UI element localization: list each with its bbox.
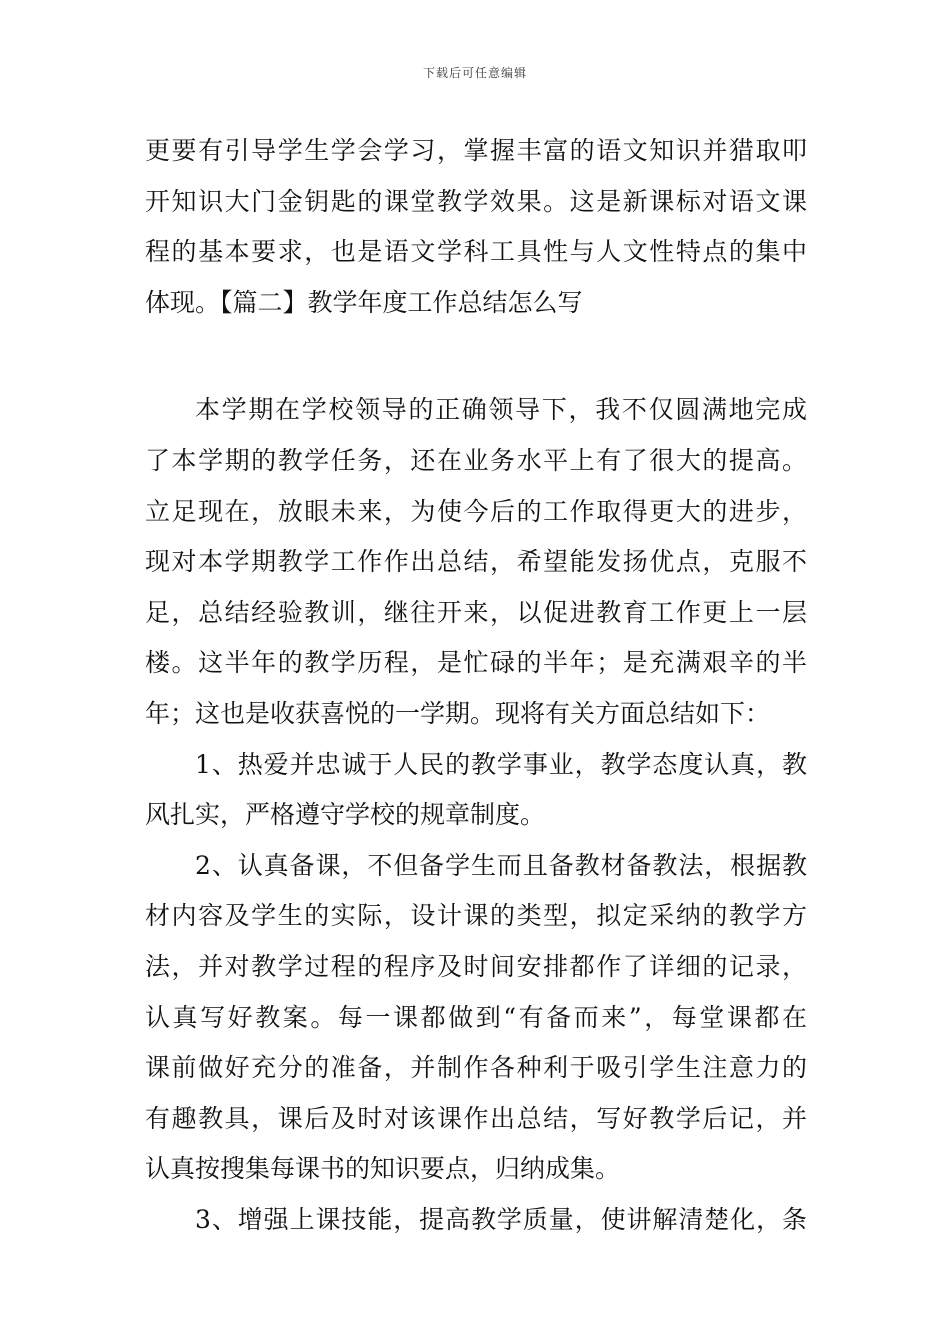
text-line: 3、增强上课技能，提高教学质量，使讲解清楚化，条	[195, 1204, 807, 1234]
text-line: 现对本学期教学工作作出总结，希望能发扬优点，克服不	[145, 547, 807, 577]
text-line: 认真按搜集每课书的知识要点，归纳成集。	[145, 1154, 621, 1184]
paragraph	[145, 740, 807, 841]
text-line: 材内容及学生的实际，设计课的类型，拟定采纳的教学方	[145, 901, 807, 931]
text-line: 年；这也是收获喜悦的一学期。现将有关方面总结如下：	[145, 698, 771, 728]
text-line: 更要有引导学生学会学习，掌握丰富的语文知识并猎取叩	[145, 136, 807, 165]
paragraph-gap	[145, 328, 807, 385]
text-line: 足，总结经验教训，继往开来，以促进教育工作更上一层	[145, 597, 807, 627]
text-line: 体现。【篇二】教学年度工作总结怎么写	[145, 287, 583, 317]
text-line: 法，并对教学过程的程序及时间安排都作了详细的记录，	[145, 951, 807, 981]
paragraph	[145, 841, 807, 1195]
text-line: 1、热爱并忠诚于人民的教学事业，教学态度认真，教	[195, 749, 807, 779]
text-line: 认真写好教案。每一课都做到“有备而来”，每堂课都在	[145, 1002, 807, 1032]
text-line: 课前做好充分的准备，并制作各种利于吸引学生注意力的	[145, 1053, 807, 1083]
text-line: 了本学期的教学任务，还在业务水平上有了很大的提高。	[145, 445, 807, 475]
text-line: 程的基本要求，也是语文学科工具性与人文性特点的集中	[145, 237, 807, 267]
text-line: 风扎实，严格遵守学校的规章制度。	[145, 800, 546, 830]
paragraph	[145, 126, 807, 328]
text-line: 有趣教具，课后及时对该课作出总结，写好教学后记，并	[145, 1103, 807, 1133]
text-line: 本学期在学校领导的正确领导下，我不仅圆满地完成	[195, 395, 807, 425]
paragraph	[145, 385, 807, 739]
text-line: 立足现在，放眼未来，为使今后的工作取得更大的进步，	[145, 496, 807, 526]
text-line: 楼。这半年的教学历程，是忙碌的半年；是充满艰辛的半	[145, 648, 807, 678]
paragraph	[145, 1195, 807, 1246]
text-line: 开知识大门金钥匙的课堂教学效果。这是新课标对语文课	[145, 186, 807, 216]
page-header: 下载后可任意编辑	[422, 66, 527, 80]
document-body	[145, 126, 807, 1245]
text-line: 2、认真备课，不但备学生而且备教材备教法，根据教	[195, 850, 807, 880]
